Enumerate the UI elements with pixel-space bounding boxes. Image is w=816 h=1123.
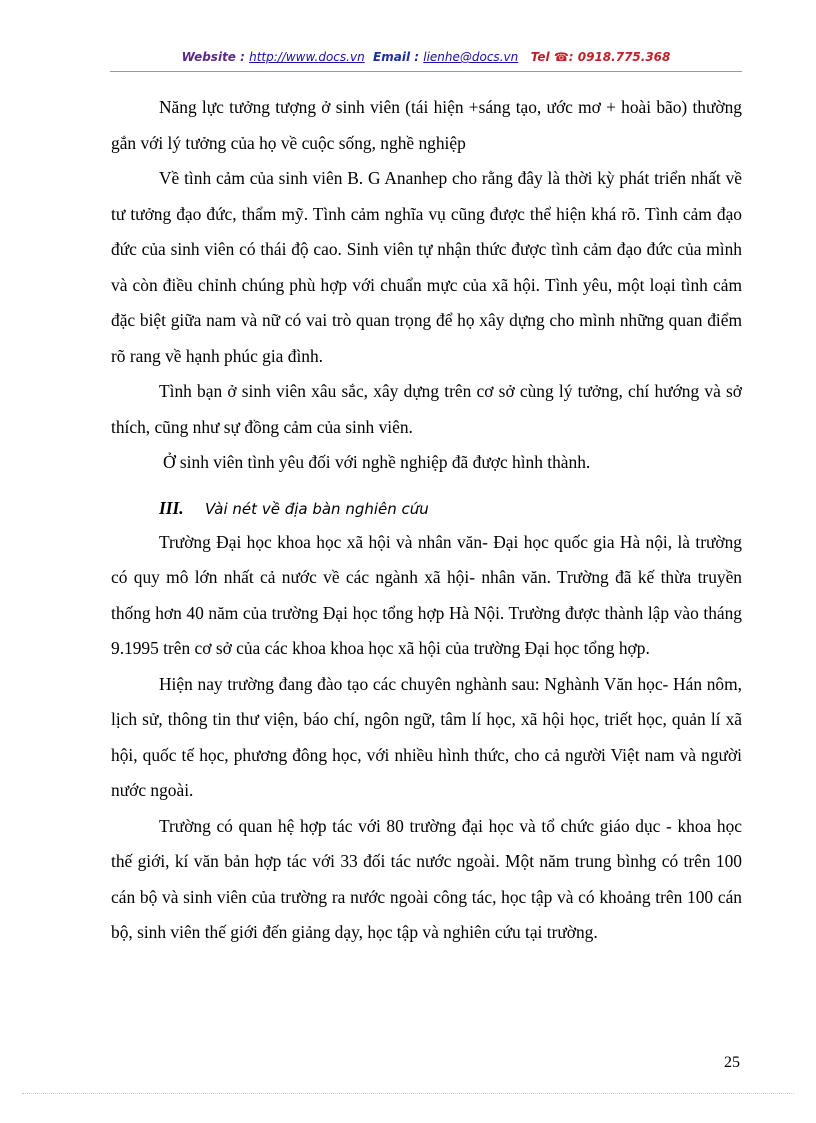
header-divider (110, 71, 742, 72)
website-label: Website : (181, 50, 250, 64)
section-heading (111, 492, 742, 525)
document-body (111, 90, 742, 951)
paragraph: Hiện nay trường đang đào tạo các chuyên nghành sau: Nghành Văn học- Hán nôm, lịch sử, thông tin thư viện, báo chí, ngôn ngữ, tâm lí học, xã hội học, triết học, quản lí xã hội, quốc tế học, phương đông học, với nhiều hình thức, cho cả người Việt nam và người nước ngoài. (111, 673, 742, 800)
paragraph: Năng lực tưởng tượng ở sinh viên (tái hiện +sáng tạo, ước mơ + hoài bão) thường gắn với lý tưởng của họ về cuộc sống, nghề nghiệp (111, 97, 742, 153)
website-link[interactable]: http://www.docs.vn (249, 50, 365, 64)
bottom-divider (22, 1093, 794, 1094)
section-number: III. (159, 497, 184, 518)
paragraph: Tình bạn ở sinh viên xâu sắc, xây dựng trên cơ sở cùng lý tưởng, chí hướng và sở thích, cũng như sự đồng cảm của sinh viên. (111, 381, 742, 437)
paragraph: Về tình cảm của sinh viên B. G Ananhep cho rằng đây là thời kỳ phát triển nhất về tư tưởng đạo đức, thẩm mỹ. Tình cảm nghĩa vụ cũng được thể hiện khá rõ. Tình cảm đạo đức của sinh viên có thái độ cao. Sinh viên tự nhận thức được tình cảm đạo đức của mình và còn điều chỉnh chúng phù hợp với chuẩn mực của xã hội. Tình yêu, một loại tình cảm đặc biệt giữa nam và nữ có vai trò quan trọng để họ xây dựng cho mình những quan điểm rõ rang về hạnh phúc gia đình. (111, 168, 742, 366)
paragraph: Trường có quan hệ hợp tác với 80 trường đại học và tổ chức giáo dục - khoa học thế giới, kí văn bản hợp tác với 33 đối tác nước ngoài. Một năm trung bìnhg có trên 100 cán bộ và sinh viên của trường ra nước ngoài công tác, học tập và có khoảng trên 100 cán bộ, sinh viên thế giới đến giảng dạy, học tập và nghiên cứu tại trường. (111, 815, 742, 942)
email-label: Email : (373, 50, 424, 64)
email-link[interactable]: lienhe@docs.vn (423, 50, 519, 64)
page-number: 25 (724, 1054, 740, 1071)
phone-number: Tel ☎: 0918.775.368 (530, 50, 671, 64)
paragraph: Ở sinh viên tình yêu đối với nghề nghiệp đã được hình thành. (163, 452, 591, 472)
paragraph: Trường Đại học khoa học xã hội và nhân văn- Đại học quốc gia Hà nội, là trường có quy mô lớn nhất cả nước về các ngành xã hội- nhân văn. Trường đã kế thừa truyền thống hơn 40 năm của trường Đại học tổng hợp Hà Nội. Trường được thành lập vào tháng 9.1995 trên cơ sở của các khoa khoa học xã hội của trường Đại học tổng hợp. (111, 531, 742, 658)
section-title: Vài nét về địa bàn nghiên cứu (205, 499, 429, 518)
page-header (110, 50, 742, 64)
